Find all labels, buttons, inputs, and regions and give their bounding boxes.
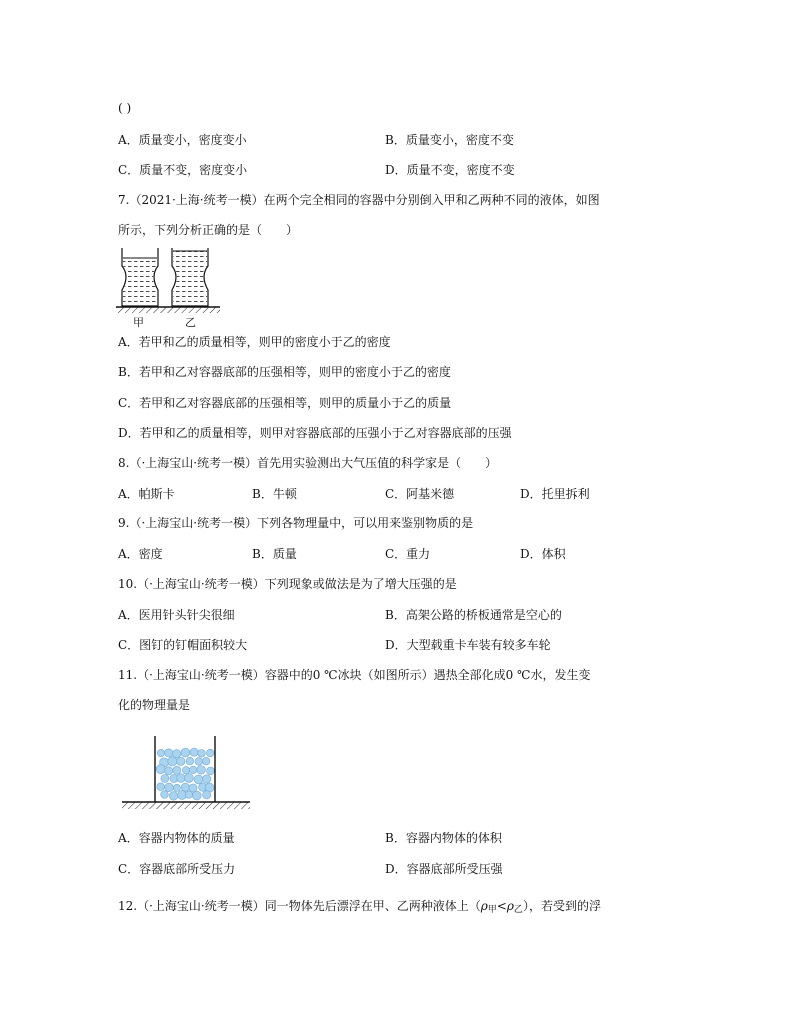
- ice-cube: [168, 757, 177, 766]
- q12-stem-end: ），若受到的浮: [522, 899, 601, 913]
- ice-cube: [186, 757, 194, 765]
- q12-sub-jia: 甲: [487, 905, 497, 915]
- q10-option-a: A．医用针头针尖很细: [118, 608, 235, 622]
- ice-cube: [181, 783, 189, 791]
- ice-cube: [177, 774, 186, 783]
- ice-cube: [181, 748, 190, 757]
- q8-stem: 8.（·上海宝山·统考一模）首先用实验测出大气压值的科学家是（ ）: [118, 456, 498, 470]
- ice-cube: [157, 783, 165, 791]
- q12-stem-start: 12.（·上海宝山·统考一模）同一物体先后漂浮在甲、乙两种液体上（: [118, 899, 481, 913]
- q11-stem-line2: 化的物理量是: [118, 698, 191, 712]
- q8-option-d: D．托里拆利: [520, 487, 590, 501]
- q11-ice-container-figure: [120, 732, 252, 812]
- ice-cube: [207, 767, 215, 775]
- ice-cube: [198, 750, 206, 758]
- q7-stem-line1: 7.（2021·上海·统考一模）在两个完全相同的容器中分别倒入甲和乙两种不同的液体，如图: [118, 193, 600, 207]
- q6-option-a: A．质量变小，密度变小: [118, 133, 247, 147]
- q9-stem: 9.（·上海宝山·统考一模）下列各物理量中，可以用来鉴别物质的是: [118, 516, 474, 530]
- q7-option-b: B．若甲和乙对容器底部的压强相等，则甲的密度小于乙的密度: [118, 365, 451, 379]
- q6-option-c: C．质量不变，密度变小: [118, 163, 248, 177]
- q11-stem-line1: 11.（·上海宝山·统考一模）容器中的0 ℃冰块（如图所示）遇热全部化成0 ℃水，发生变: [118, 668, 591, 682]
- ice-cube: [173, 766, 181, 774]
- q12-less-than: <: [496, 899, 507, 913]
- ice-cube: [161, 791, 169, 799]
- ice-cube: [203, 791, 211, 799]
- q11-option-b: B．容器内物体的体积: [385, 831, 502, 845]
- q6-bracket: ( ): [118, 101, 132, 115]
- ice-cube: [165, 749, 173, 757]
- ice-cube: [192, 791, 201, 800]
- q7-label-jia: 甲: [133, 316, 144, 329]
- q12-sub-yi: 乙: [513, 905, 523, 915]
- q7-stem-line2: 所示，下列分析正确的是（ ）: [118, 223, 299, 237]
- q9-option-a: A．密度: [118, 547, 163, 561]
- ice-cube: [173, 784, 180, 791]
- q6-option-d: D．质量不变，密度不变: [385, 163, 515, 177]
- q7-option-c: C．若甲和乙对容器底部的压强相等，则甲的质量小于乙的质量: [118, 396, 452, 410]
- q9-option-d: D．体积: [520, 547, 566, 561]
- q10-option-b: B．高架公路的桥板通常是空心的: [385, 608, 562, 622]
- ice-cube: [197, 766, 206, 775]
- q10-option-c: C．图钉的钉帽面积较大: [118, 638, 248, 652]
- q10-option-d: D．大型载重卡车装有较多车轮: [385, 638, 551, 652]
- q11-option-d: D．容器底部所受压强: [385, 862, 503, 876]
- q11-option-a: A．容器内物体的质量: [118, 831, 235, 845]
- ice-cube: [194, 775, 203, 784]
- ice-cube: [169, 792, 178, 801]
- ice-cube: [182, 767, 189, 774]
- ice-cube: [195, 758, 203, 766]
- q8-option-a: A．帕斯卡: [118, 487, 175, 501]
- ice-cube: [190, 748, 198, 756]
- q7-option-d: D．若甲和乙的质量相等，则甲对容器底部的压强小于乙对容器底部的压强: [118, 426, 512, 440]
- q11-option-c: C．容器底部所受压力: [118, 862, 236, 876]
- ice-cube: [185, 774, 194, 783]
- q6-option-b: B．质量变小，密度不变: [385, 133, 514, 147]
- ice-cube: [202, 757, 210, 765]
- q12-rho-jia: ρ: [480, 899, 488, 913]
- q7-label-yi: 乙: [185, 316, 196, 329]
- ice-cube: [177, 757, 185, 765]
- ice-cube: [156, 765, 165, 774]
- ice-cube: [157, 749, 164, 756]
- ice-cube: [190, 766, 197, 773]
- q8-option-b: B．牛顿: [252, 487, 297, 501]
- q12-rho-yi: ρ: [506, 899, 514, 913]
- ice-cube: [185, 791, 192, 798]
- q10-stem: 10.（·上海宝山·统考一模）下列现象或做法是为了增大压强的是: [118, 577, 457, 591]
- q12-stem: [118, 898, 601, 918]
- ice-cube: [165, 783, 174, 792]
- q9-option-c: C．重力: [385, 547, 431, 561]
- ice-cube: [203, 775, 211, 783]
- q9-option-b: B．质量: [252, 547, 297, 561]
- ice-cube: [161, 775, 169, 783]
- q8-option-c: C．阿基米德: [385, 487, 455, 501]
- ice-cubes: [156, 748, 214, 800]
- ice-cube: [165, 767, 173, 775]
- ice-cube: [207, 749, 215, 757]
- q7-option-a: A．若甲和乙的质量相等，则甲的密度小于乙的密度: [118, 335, 391, 349]
